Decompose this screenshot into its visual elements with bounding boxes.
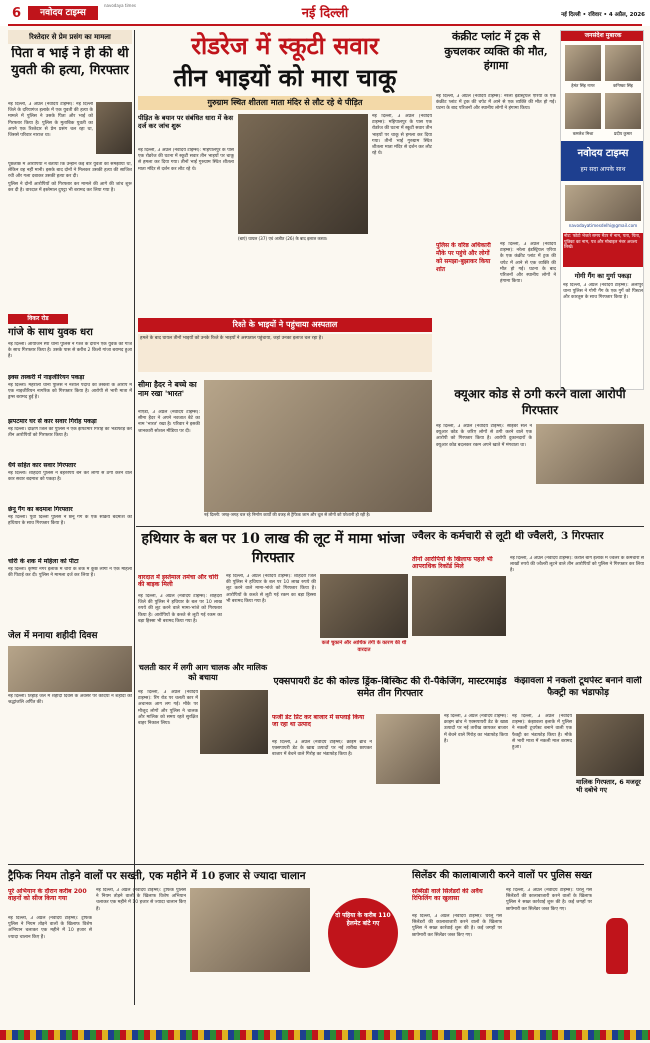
story-ganja: [8, 314, 132, 714]
story-traffic: [8, 868, 408, 1018]
sub-body: नई दिल्ली। दक्षिण जिले की पुलिस ने एक झपटमार गिरोह का भंडाफोड़ कर तीन आरोपियों को गिरफ्तार किया है।: [8, 427, 132, 439]
story-body: नई दिल्ली, 3 अप्रैल (नवोदय टाइम्स): क्राइम ब्रांच ने एक्सपायरी डेट के खाद्य उत्पादों पर नई तारीख छापकर बाजार में बेचने वाले गिरोह का भंडाफोड़ किया है।: [272, 740, 372, 758]
subhead: धैर्य सहित कार सवार गिरफ्तार: [8, 462, 76, 469]
sub-body: नई दिल्ली। पूर्वी दिल्ली पुलिस ने छेनू गैंग के एक सक्रिय बदमाश को हथियार के साथ गिरफ्तार किया है।: [8, 515, 132, 527]
story-tag: विकर रोड: [8, 314, 68, 324]
story-tag: रिश्तेदार से प्रेम प्रसंग का मामला: [8, 30, 132, 44]
story-headline: कंझावला में नकली टूथपेस्ट बनाने वाली फैक्ट्री का भंडाफोड़: [514, 676, 642, 698]
story-body-cont: नई दिल्ली, 3 अप्रैल (नवोदय टाइम्स): नरेला इंडस्ट्रियल एरिया के एक कंक्रीट प्लांट में ट्रक की चपेट में आने से एक व्यक्ति की मौत हो गई। घटना के बाद परिजनों और स्थानीय लोगों ने हंगामा किया।: [500, 242, 556, 285]
story-body-cont: नई दिल्ली, 3 अप्रैल (नवोदय टाइम्स): शाहदरा जिले की पुलिस ने हथियार के बल पर 10 लाख रुपये की लूट करने वाले मामा-भांजे को गिरफ्तार किया है। आरोपियों के कब्जे से लूटी गई रकम का बड़ा हिस्सा भी बरामद किया गया है।: [226, 574, 316, 604]
story-body: नोएडा, 3 अप्रैल (नवोदय टाइम्स): सीमा हैदर ने अपने नवजात बेटे का नाम 'भारत' रखा है। परिवार ने इसकी जानकारी सोशल मीडिया पर दी।: [138, 410, 200, 434]
ad-logo: नवोदय टाइम्स: [577, 148, 629, 159]
sub-body: नई दिल्ली। महरौली थाना पुलिस ने नशीले पदार्थ की तस्करी के आरोप में एक नाइजीरियन नागरिक को गिरफ्तार किया है। आरोपी से भारी मात्रा में ड्रग्स बरामद हुई है।: [8, 383, 132, 401]
person-name: प्रदीप कुमार: [614, 131, 632, 136]
story-family-murder: [8, 30, 132, 312]
avatar: [565, 45, 601, 81]
story-body: नई दिल्ली, 3 अप्रैल (नवोदय टाइम्स): अलीपुर थाना पुलिस ने गोगी गैंग के एक गुर्गे को पिस्टल और कारतूस के साथ गिरफ्तार किया है।: [563, 283, 643, 301]
qr-photo: [536, 424, 644, 484]
story-headline: सीमा हैदर ने बच्चे का नाम रखा 'भारत': [138, 380, 197, 399]
subhead: झपटमार घर से कार सवार गिरोह पकड़ा: [8, 418, 97, 425]
subhead: चोरी के शक में महिला को पीटा: [8, 558, 79, 565]
col-rule: [134, 30, 135, 1005]
avatar: [605, 45, 641, 81]
victim-photo: [96, 102, 132, 154]
lead-body: नई दिल्ली, 3 अप्रैल (नवोदय टाइम्स): महिपालपुर के पास एक रोडरेज की घटना में स्कूटी सवार तीन भाइयों पर चाकू से हमला कर दिया गया। तीनों भाई गुरुग्राम स्थित शीतला माता मंदिर से दर्शन कर लौट रहे थे।: [138, 148, 234, 172]
story-bullet: वारदात में इस्तेमाल तमंचा और चोरी की बाइक मिली: [138, 574, 219, 589]
story-expiry: [272, 676, 508, 860]
ad-brand: [561, 141, 644, 181]
story-body-cont: नई दिल्ली, 3 अप्रैल (नवोदय टाइम्स): ट्रैफिक पुलिस ने नियम तोड़ने वालों के खिलाफ विशेष अभियान चलाकर एक महीने में 10 हजार से ज्यादा चालान किए हैं।: [96, 888, 186, 912]
lead-body-col3: नई दिल्ली, 3 अप्रैल (नवोदय टाइम्स): महिपालपुर के पास एक रोडरेज की घटना में स्कूटी सवार तीन भाइयों पर चाकू से हमला कर दिया गया। तीनों भाई गुरुग्राम स्थित शीतला माता मंदिर से दर्शन कर लौट रहे थे।: [372, 114, 432, 157]
story-body: नई दिल्ली, 3 अप्रैल (नवोदय टाइम्स): नई दिल्ली जिले के दरियागंज इलाके में एक युवती की हत्या के मामले में पुलिस ने उसके पिता और भाई को गिरफ्तार किया है। पुलिस के मुताबिक युवती का अपने एक रिश्तेदार से प्रेम प्रसंग चल रहा था, जिससे परिवार नाराज था।: [8, 102, 93, 139]
section-rule: [136, 526, 644, 527]
sub-body: नई दिल्ली। शाहदरा पुलिस ने बहरुपिये बन कर लोगों से ठगी करने वाले कार सवार बदमाश को पकड़ा है।: [8, 471, 132, 483]
pull-quote: मालिक गिरफ्तार, 6 मजदूर भी दबोचे गए: [576, 778, 641, 794]
person-name: कमलेश मिश्रा: [572, 131, 594, 136]
masthead: [0, 0, 650, 26]
lead-bullet: पीड़ित के बयान पर संबंधित धारा में केस दर्ज कर जांच शुरू: [138, 114, 233, 130]
pull-quote: पुलिस के वरिष्ठ अधिकारी मौके पर पहुंचे और लोगों को समझा-बुझाकर किया शांत: [436, 242, 491, 273]
ad-photo-strip: [565, 185, 641, 221]
story-jewellery: [412, 530, 644, 670]
cylinder-icon: [606, 918, 628, 974]
lead-headline-line2: तीन भाइयों को मारा चाकू: [173, 63, 397, 92]
story-headline: क्यूआर कोड से ठगी करने वाला आरोपी गिरफ्तार: [454, 387, 626, 417]
highlight-box-title: रिश्ते के भाइयों ने पहुंचाया अस्पताल: [138, 318, 432, 332]
story-body-cont: नई दिल्ली, 3 अप्रैल (नवोदय टाइम्स): घरेलू गैस सिलेंडरों की कालाबाजारी करने वालों के खिलाफ पुलिस ने सख्त कार्रवाई शुरू की है। कई जगहों पर छापेमारी कर सिलेंडर जब्त किए गए।: [506, 888, 592, 912]
accused-photo: [320, 574, 408, 638]
story-concrete-plant: [436, 30, 556, 320]
person-name: कनिष्का सिंह: [613, 83, 633, 88]
ad-contact: navodayatimesdelhi@gmail.com: [568, 223, 638, 228]
story-body: नई दिल्ली, 3 अप्रैल (नवोदय टाइम्स): नरेला इंडस्ट्रियल एरिया के एक कंक्रीट प्लांट में ट्रक की चपेट में आने से एक व्यक्ति की मौत हो गई। घटना के बाद परिजनों और स्थानीय लोगों ने हंगामा किया।: [436, 94, 556, 112]
story-headline: ट्रैफिक नियम तोड़ने वालों पर सख्ती, एक महीने में 10 हजार से ज्यादा चालान: [8, 870, 306, 882]
subhead: इक्स तस्करी में नाइजीरियन पकड़ा: [8, 374, 85, 381]
lead-deck: गुरुग्राम स्थित शीतला माता मंदिर से लौट रहे थे पीड़ित: [138, 96, 432, 110]
masthead-rule: [8, 24, 642, 26]
story-body: नई दिल्ली, 3 अप्रैल (नवोदय टाइम्स): करोल बाग इलाके में ज्वैलर के कर्मचारी से लाखों रुपये की ज्वैलरी लूटने वाले तीन आरोपियों को पुलिस ने गिरफ्तार कर लिया है।: [510, 556, 644, 574]
jewellery-photo: [412, 576, 506, 636]
brand-subnote: navodaya times: [104, 3, 137, 8]
story-headline: ज्वैलर के कर्मचारी से लूटी थी ज्वैलरी, 3 गिरफ्तार: [412, 530, 604, 542]
ad-note: नोट: फोटो भेजते समय मैटर में नाम, पता, पिता, पुत्रिका का नाम, पत्र और मोबाइल नंबर अवश्य लिखें।: [563, 233, 643, 267]
story-body-cont: पूछताछ में आरोपियों ने बताया कि उन्होंने कई बार युवती को समझाया था, लेकिन वह नहीं मानी। इसके बाद दोनों ने मिलकर उसकी हत्या की साजिश रची और गला दबाकर उसकी हत्या कर दी। पुलिस ने दोनों आरोपियों को गिरफ्तार कर मामले की आगे की जांच शुरू कर दी है। वारदात में इस्तेमाल दुपट्टा भी बरामद कर लिया गया है।: [8, 162, 132, 193]
brand-logo: नवोदय टाइम्स: [28, 6, 98, 20]
avatar: [605, 93, 641, 129]
story-body: नई दिल्ली, 3 अप्रैल (नवोदय टाइम्स): कंझावला इलाके में पुलिस ने नकली टूथपेस्ट बनाने वाली एक फैक्ट्री का भंडाफोड़ किया है। मौके से भारी मात्रा में नकली माल बरामद हुआ।: [512, 714, 572, 751]
story-cylinder: [412, 868, 644, 1018]
story-toothpaste: [512, 676, 644, 860]
story-bullet: पूरे अभियान के दौरान करीब 200 वाहनों को सीज किया गया: [8, 888, 87, 903]
jail-photo: [8, 646, 132, 692]
pull-quote: कर्ज चुकाने और आर्थिक तंगी के कारण की थी वारदात: [321, 640, 407, 653]
dateline: नई दिल्ली • रविवार • 4 अप्रैल, 2026: [561, 12, 645, 18]
story-body: नई दिल्ली, 3 अप्रैल (नवोदय टाइम्स): साइबर सेल ने क्यूआर कोड के जरिए लोगों से ठगी करने वाले एक आरोपी को गिरफ्तार किया है। आरोपी दुकानदारों के क्यूआर कोड बदलकर रकम अपने खाते में मंगवाता था।: [436, 424, 532, 448]
circle-quote: दो पहिया के करीब 110 हेलमेट बांटे गए: [328, 898, 398, 968]
traffic-check-photo: [190, 888, 310, 972]
seized-goods-photo: [376, 714, 440, 784]
sidebar-title: जनसंदेश मुबारक: [561, 31, 644, 41]
sub-body: नई दिल्ली। कृष्णा नगर इलाके में चोरी के शक में कुछ लोगों ने एक महिला की पिटाई कर दी। पुलिस ने मामला दर्ज कर लिया है।: [8, 567, 132, 579]
story-seema: [138, 380, 200, 520]
section-rule: [8, 864, 644, 865]
highlight-body: हमले के बाद घायल तीनों भाइयों को उनके रिश्ते के भाइयों ने अस्पताल पहुंचाया, जहां उनका इलाज चल रहा है।: [138, 334, 432, 372]
person-name: हेमंत सिंह नागर: [571, 83, 595, 88]
story-headline: गोगी गैंग का गुर्गा पकड़ा: [574, 272, 632, 280]
subhead: छेनू गैंग का बदमाश गिरफ्तार: [8, 506, 73, 513]
story-headline: कंक्रीट प्लांट में ट्रक से कुचलकर व्यक्ति की मौत, हंगामा: [444, 30, 548, 72]
story-body: नई दिल्ली, 3 अप्रैल (नवोदय टाइम्स): शाहदरा जिले की पुलिस ने हथियार के बल पर 10 लाख रुपये की लूट करने वाले मामा-भांजे को गिरफ्तार किया है। आरोपियों के कब्जे से लूटी गई रकम का बड़ा हिस्सा भी बरामद किया गया है।: [138, 594, 222, 624]
story-headline: गांजे के साथ युवक धरा: [8, 327, 93, 338]
subhead: जेल में मनाया शहीदी दिवस: [8, 631, 98, 641]
story-body: नई दिल्ली, 3 अप्रैल (नवोदय टाइम्स): ट्रैफिक पुलिस ने नियम तोड़ने वालों के खिलाफ विशेष अभियान चलाकर एक महीने में 10 हजार से ज्यादा चालान किए हैं।: [8, 916, 92, 940]
avatar: [565, 93, 601, 129]
section-title: नई दिल्ली: [301, 6, 349, 21]
story-car-fire: [138, 662, 268, 802]
story-bullet: फर्जी डेट प्रिंट कर बाजार में सप्लाई किया जा रहा था उत्पाद: [272, 714, 365, 729]
story-body: नई दिल्ली, 3 अप्रैल (नवोदय टाइम्स): घरेलू गैस सिलेंडरों की कालाबाजारी करने वालों के खिलाफ पुलिस ने सख्त कार्रवाई शुरू की है। कई जगहों पर छापेमारी कर सिलेंडर जब्त किए गए।: [412, 914, 502, 938]
footer-strip: [0, 1030, 650, 1040]
story-headline: चलती कार में लगी आग चालक और मालिक को बचाया: [138, 662, 268, 682]
photo-caption: नई दिल्ली: जगह-जगह चल रहे निर्माण कार्यों की वजह से ट्रैफिक जाम और धूल से लोगों को परेशानी हो रही है।: [204, 512, 371, 517]
sub-body: नई दिल्ली। तिहाड़ जेल में शहीदी दिवस के अवसर पर कैदियों ने शहीदों को श्रद्धांजलि अर्पित की।: [8, 694, 132, 706]
story-body: नई दिल्ली, 3 अप्रैल (नवोदय टाइम्स): रिंग रोड पर चलती कार में अचानक आग लग गई। मौके पर मौजूद लोगों और पुलिस ने चालक और मालिक को समय रहते सुरक्षित बाहर निकाल लिया।: [138, 690, 198, 727]
ad-tagline: हम सदा आपके साथ: [580, 166, 626, 173]
story-bullet: सब्सिडी वाले सिलेंडरों की अवैध रिफिलिंग का खुलासा: [412, 888, 483, 903]
story-qr-fraud: [436, 322, 644, 522]
lead-headline-line1: रोडरेज में स्कूटी सवार: [191, 31, 379, 60]
story-bullet: तीनों आरोपियों के खिलाफ पहले भी आपराधिक रिकॉर्ड मिले: [412, 556, 493, 571]
car-fire-photo: [200, 690, 268, 754]
factory-photo: [576, 714, 644, 776]
photo-caption: (बाएं) घायल (37) एवं अजीत (26) के बाद इलाज करवा।: [238, 236, 328, 241]
story-headline: सिलेंडर की कालाबाजारी करने वालों पर पुलिस सख्त: [412, 870, 592, 881]
story-headline: एक्सपायरी डेट की कोल्ड ड्रिंक-बिस्किट की री-पैकेजिंग, मास्टरमाइंड समेत तीन गिरफ्तार: [273, 676, 507, 699]
story-loot: [138, 530, 408, 660]
page-number: 6: [12, 6, 22, 21]
story-headline: पिता व भाई ने ही की थी युवती की हत्या, गिरफ्तार: [11, 46, 129, 78]
story-body: नई दिल्ली। आयोजन स्पा थाना पुलिस ने गश्त के दौरान एक युवक को गांजे के साथ गिरफ्तार किया है। उसके पास से करीब 2 किलो गांजा बरामद हुआ है।: [8, 342, 132, 360]
traffic-photo: [204, 380, 432, 512]
story-headline: हथियार के बल पर 10 लाख की लूट में मामा भांजा गिरफ्तार: [141, 531, 405, 566]
victims-photo: [238, 114, 368, 234]
story-body-cont: नई दिल्ली, 3 अप्रैल (नवोदय टाइम्स): क्राइम ब्रांच ने एक्सपायरी डेट के खाद्य उत्पादों पर नई तारीख छापकर बाजार में बेचने वाले गिरोह का भंडाफोड़ किया है।: [444, 714, 508, 744]
